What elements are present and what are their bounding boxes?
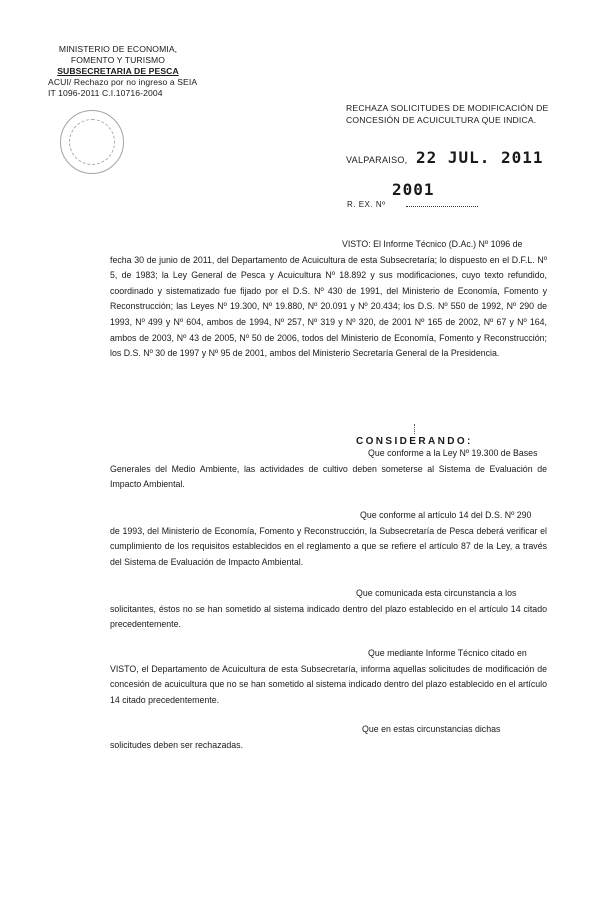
considerando-3-text: solicitantes, éstos no se han sometido al sistema indicado dentro del plazo establecido en el artículo 14 citado precedentemente. [110,603,547,630]
place: VALPARAISO, [346,155,408,165]
visto-section [110,237,547,362]
considerando-2-text: de 1993, del Ministerio de Economía, Fomento y Reconstrucción, la Subsecretaría de Pesca deberá verificar el cumplimiento de los requisitos establecidos en el reglamento a que se refiere el artículo 87 de la Ley, a través del Sistema de Evaluación de Impacto Ambiental. [110,525,547,567]
ministry-line-1: MINISTERIO DE ECONOMIA, [58,44,178,54]
considerando-2-first-line: Que conforme al artículo 14 del D.S. Nº 290 [360,510,532,520]
rex-number-line [406,206,478,207]
considerando-5 [110,722,547,753]
reference-line-1: ACUI/ Rechazo por no ingreso a SEIA [48,77,198,87]
place-date [346,148,544,168]
considerando-3 [110,586,547,633]
reference-line-2: IT 1096-2011 C.I.10716-2004 [48,88,163,98]
considerando-5-first-line: Que en estas circunstancias dichas [362,724,501,734]
date-stamp: 22 JUL. 2011 [415,148,544,167]
considerando-5-text: solicitudes deben ser rechazadas. [110,739,244,750]
resolution-number-stamp: 2001 [392,180,435,199]
considerando-4 [110,646,547,708]
official-seal-stamp [60,110,124,174]
considerando-3-first-line: Que comunicada esta circunstancia a los [356,588,517,598]
considerando-1-first-line: Que conforme a la Ley Nº 19.300 de Bases [368,448,538,458]
considerando-4-text: VISTO, el Departamento de Acuicultura de esta Subsecretaría, informa aquellas solicitudes de modificación de concesión de acuicultura que no se han sometido al sistema indicado dentro del plazo establecido en el artículo 14 citado precedentemente. [110,663,547,705]
considerando-4-first-line: Que mediante Informe Técnico citado en [368,648,527,658]
divider-tick [414,424,416,434]
rex-label: R. EX. Nº [347,200,386,209]
visto-paragraph: fecha 30 de junio de 2011, del Departamento de Acuicultura de esta Subsecretaría; lo dispuesto en el D.F.L. Nº 5, de 1983; la Ley General de Pesca y Acuicultura Nº 18.892 y sus modificaciones, cuyo texto refundido, coordinado y sistematizado fue fijado por el D.S. Nº 430 de 1991, del Ministerio de Economía, Fomento y Reconstrucción; las Leyes Nº 19.300, Nº 19.880, Nº 20.091 y Nº 20.434; los D.S. Nº 550 de 1992, Nº 290 de 1993, Nº 499 y Nº 604, ambos de 1994, Nº 257, Nº 319 y Nº 320, de 2001 Nº 165 de 2002, Nº 67 y Nº 164, ambos de 2003, Nº 43 de 2005, Nº 50 de 2006, todos del Ministerio de Economía, Fomento y Reconstrucción; los D.S. Nº 30 de 1997 y Nº 95 de 2001, ambos del Ministerio Secretaría General de la Presidencia. [110,254,547,359]
subsecretaria-name: SUBSECRETARIA DE PESCA [57,66,179,76]
considerando-1-text: Generales del Medio Ambiente, las actividades de cultivo deben someterse al Sistema de Evaluación de Impacto Ambiental. [110,463,547,490]
rex-label-row [347,200,478,209]
ministry-line-2: FOMENTO Y TURISMO [70,55,166,65]
considerando-1 [110,446,547,493]
considerando-2 [110,508,547,570]
considerando-heading: CONSIDERANDO: [356,436,473,447]
resolution-subject: RECHAZA SOLICITUDES DE MODIFICACIÓN DE CONCESIÓN DE ACUICULTURA QUE INDICA. [346,103,549,125]
visto-first-line: VISTO: El Informe Técnico (D.Ac.) Nº 1096 de [342,239,523,249]
letterhead [48,44,228,99]
